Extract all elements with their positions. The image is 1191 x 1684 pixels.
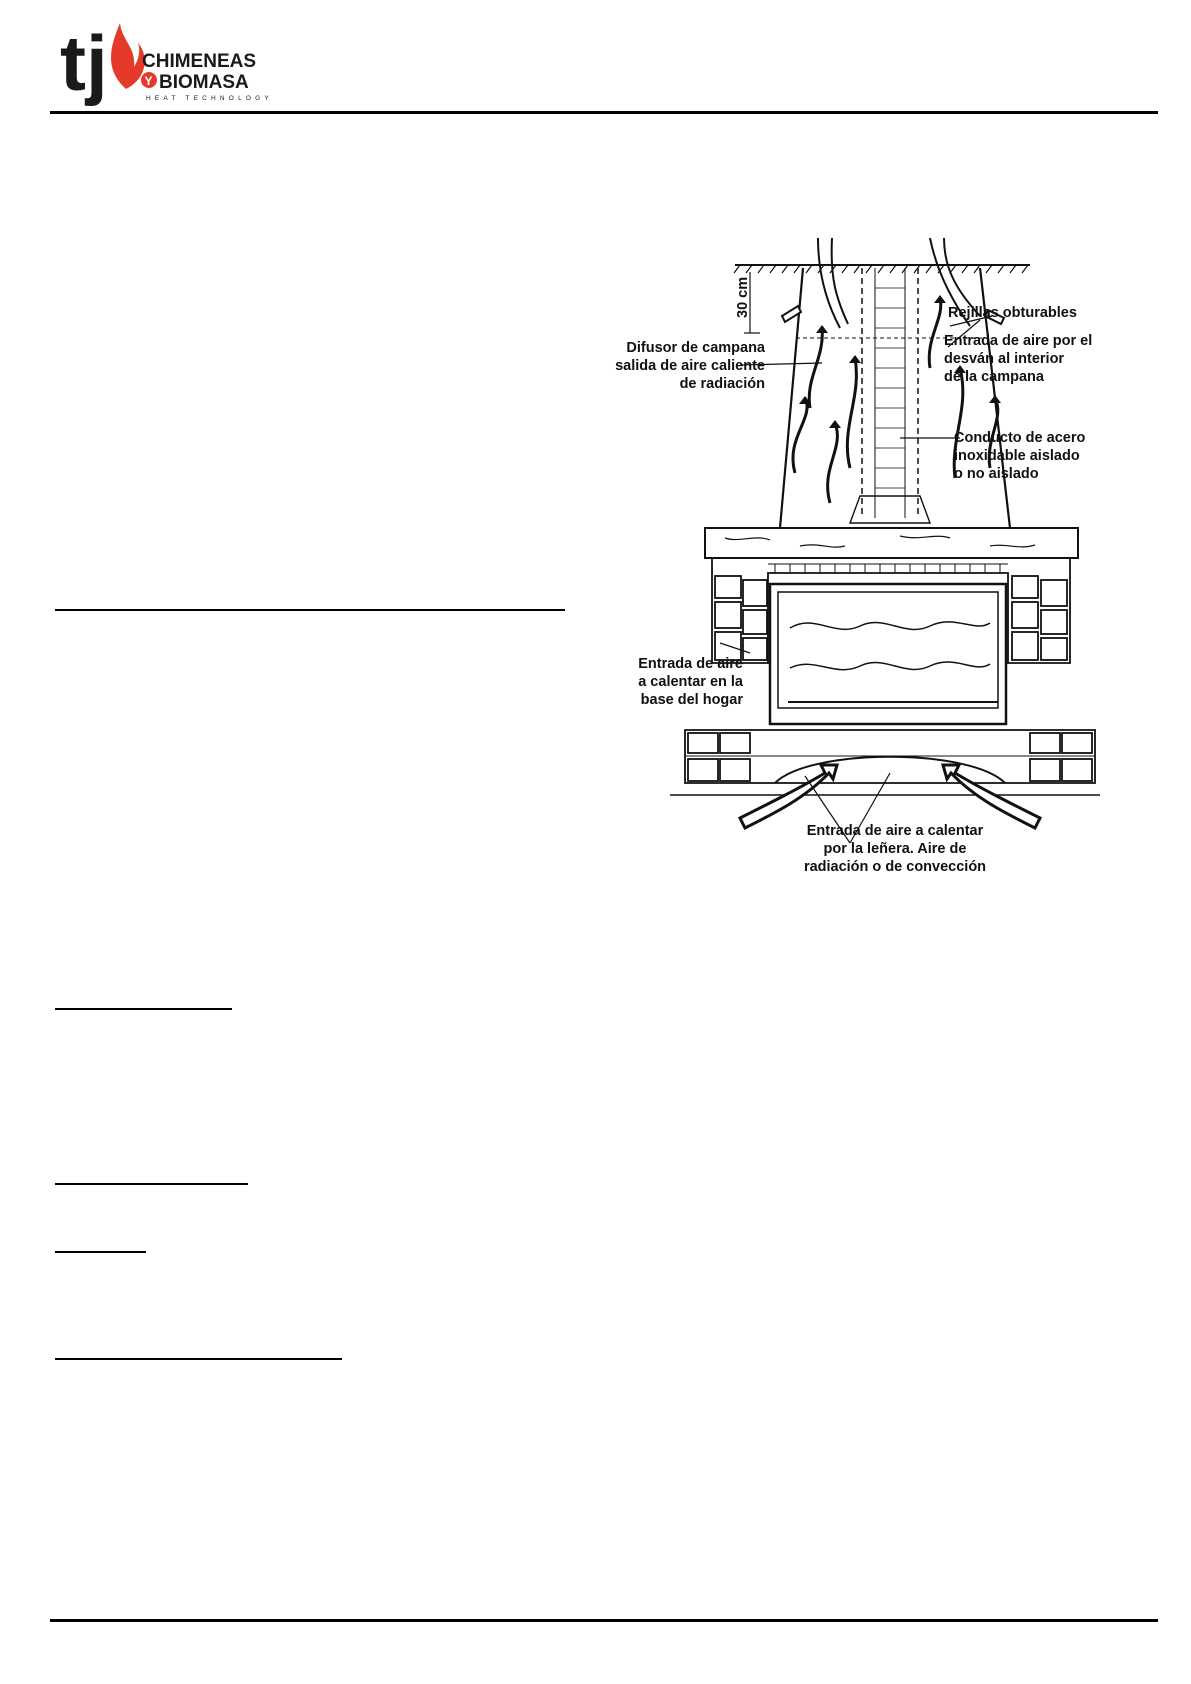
bottom-intake-arrows xyxy=(740,765,1040,828)
label-conducto-1: Conducto de acero xyxy=(954,430,1086,446)
section-heading-underline-1 xyxy=(55,609,565,611)
label-entrada-lenera-1: Entrada de aire a calentar xyxy=(806,823,984,839)
wooden-beam xyxy=(705,528,1078,558)
ceiling xyxy=(734,265,1030,273)
section-heading-underline-3 xyxy=(55,1183,248,1185)
label-entrada-lenera-2: por la leñera. Aire de xyxy=(823,841,967,857)
label-entrada-lenera-3: radiación o de convección xyxy=(803,859,987,875)
label-entrada-desvan-1: Entrada de aire por el xyxy=(944,333,1093,349)
label-difusor-2: salida de aire caliente xyxy=(615,358,765,374)
section-heading-underline-2 xyxy=(55,1008,232,1010)
section-heading-underline-4 xyxy=(55,1251,146,1253)
label-entrada-desvan-2: desván al interior xyxy=(944,351,1065,367)
label-entrada-base-3: base del hogar xyxy=(640,692,743,708)
fireplace-insert xyxy=(770,584,1006,724)
brand-line2: BIOMASA xyxy=(159,72,249,93)
label-difusor-3: de radiación xyxy=(679,376,765,392)
flame-icon xyxy=(111,23,145,89)
company-logo xyxy=(60,17,310,107)
footer-rule xyxy=(50,1619,1158,1622)
fireplace-hood-diagram xyxy=(600,228,1190,888)
section-heading-underline-5 xyxy=(55,1358,342,1360)
steel-duct xyxy=(850,268,930,523)
stone-base xyxy=(670,730,1100,795)
label-conducto-2: inoxidable aislado xyxy=(954,448,1080,464)
stone-surround xyxy=(712,558,1070,663)
tj-monogram xyxy=(60,19,108,107)
label-conducto-3: o no aislado xyxy=(954,466,1039,482)
brand-line1: CHIMENEAS xyxy=(142,51,257,72)
label-rejillas: Rejillas obturables xyxy=(948,305,1077,321)
dimension-label: 30 cm xyxy=(735,276,751,318)
label-entrada-base-2: a calentar en la xyxy=(638,674,743,690)
label-difusor-1: Difusor de campana xyxy=(626,340,765,356)
brand-conj: Y xyxy=(144,74,153,88)
label-entrada-desvan-3: de la campana xyxy=(944,369,1044,385)
label-entrada-base-1: Entrada de aire xyxy=(638,656,743,672)
brand-tagline: HEAT TECHNOLOGY xyxy=(146,95,273,102)
header-rule xyxy=(50,111,1158,114)
svg-text:tj: tj xyxy=(60,19,108,107)
